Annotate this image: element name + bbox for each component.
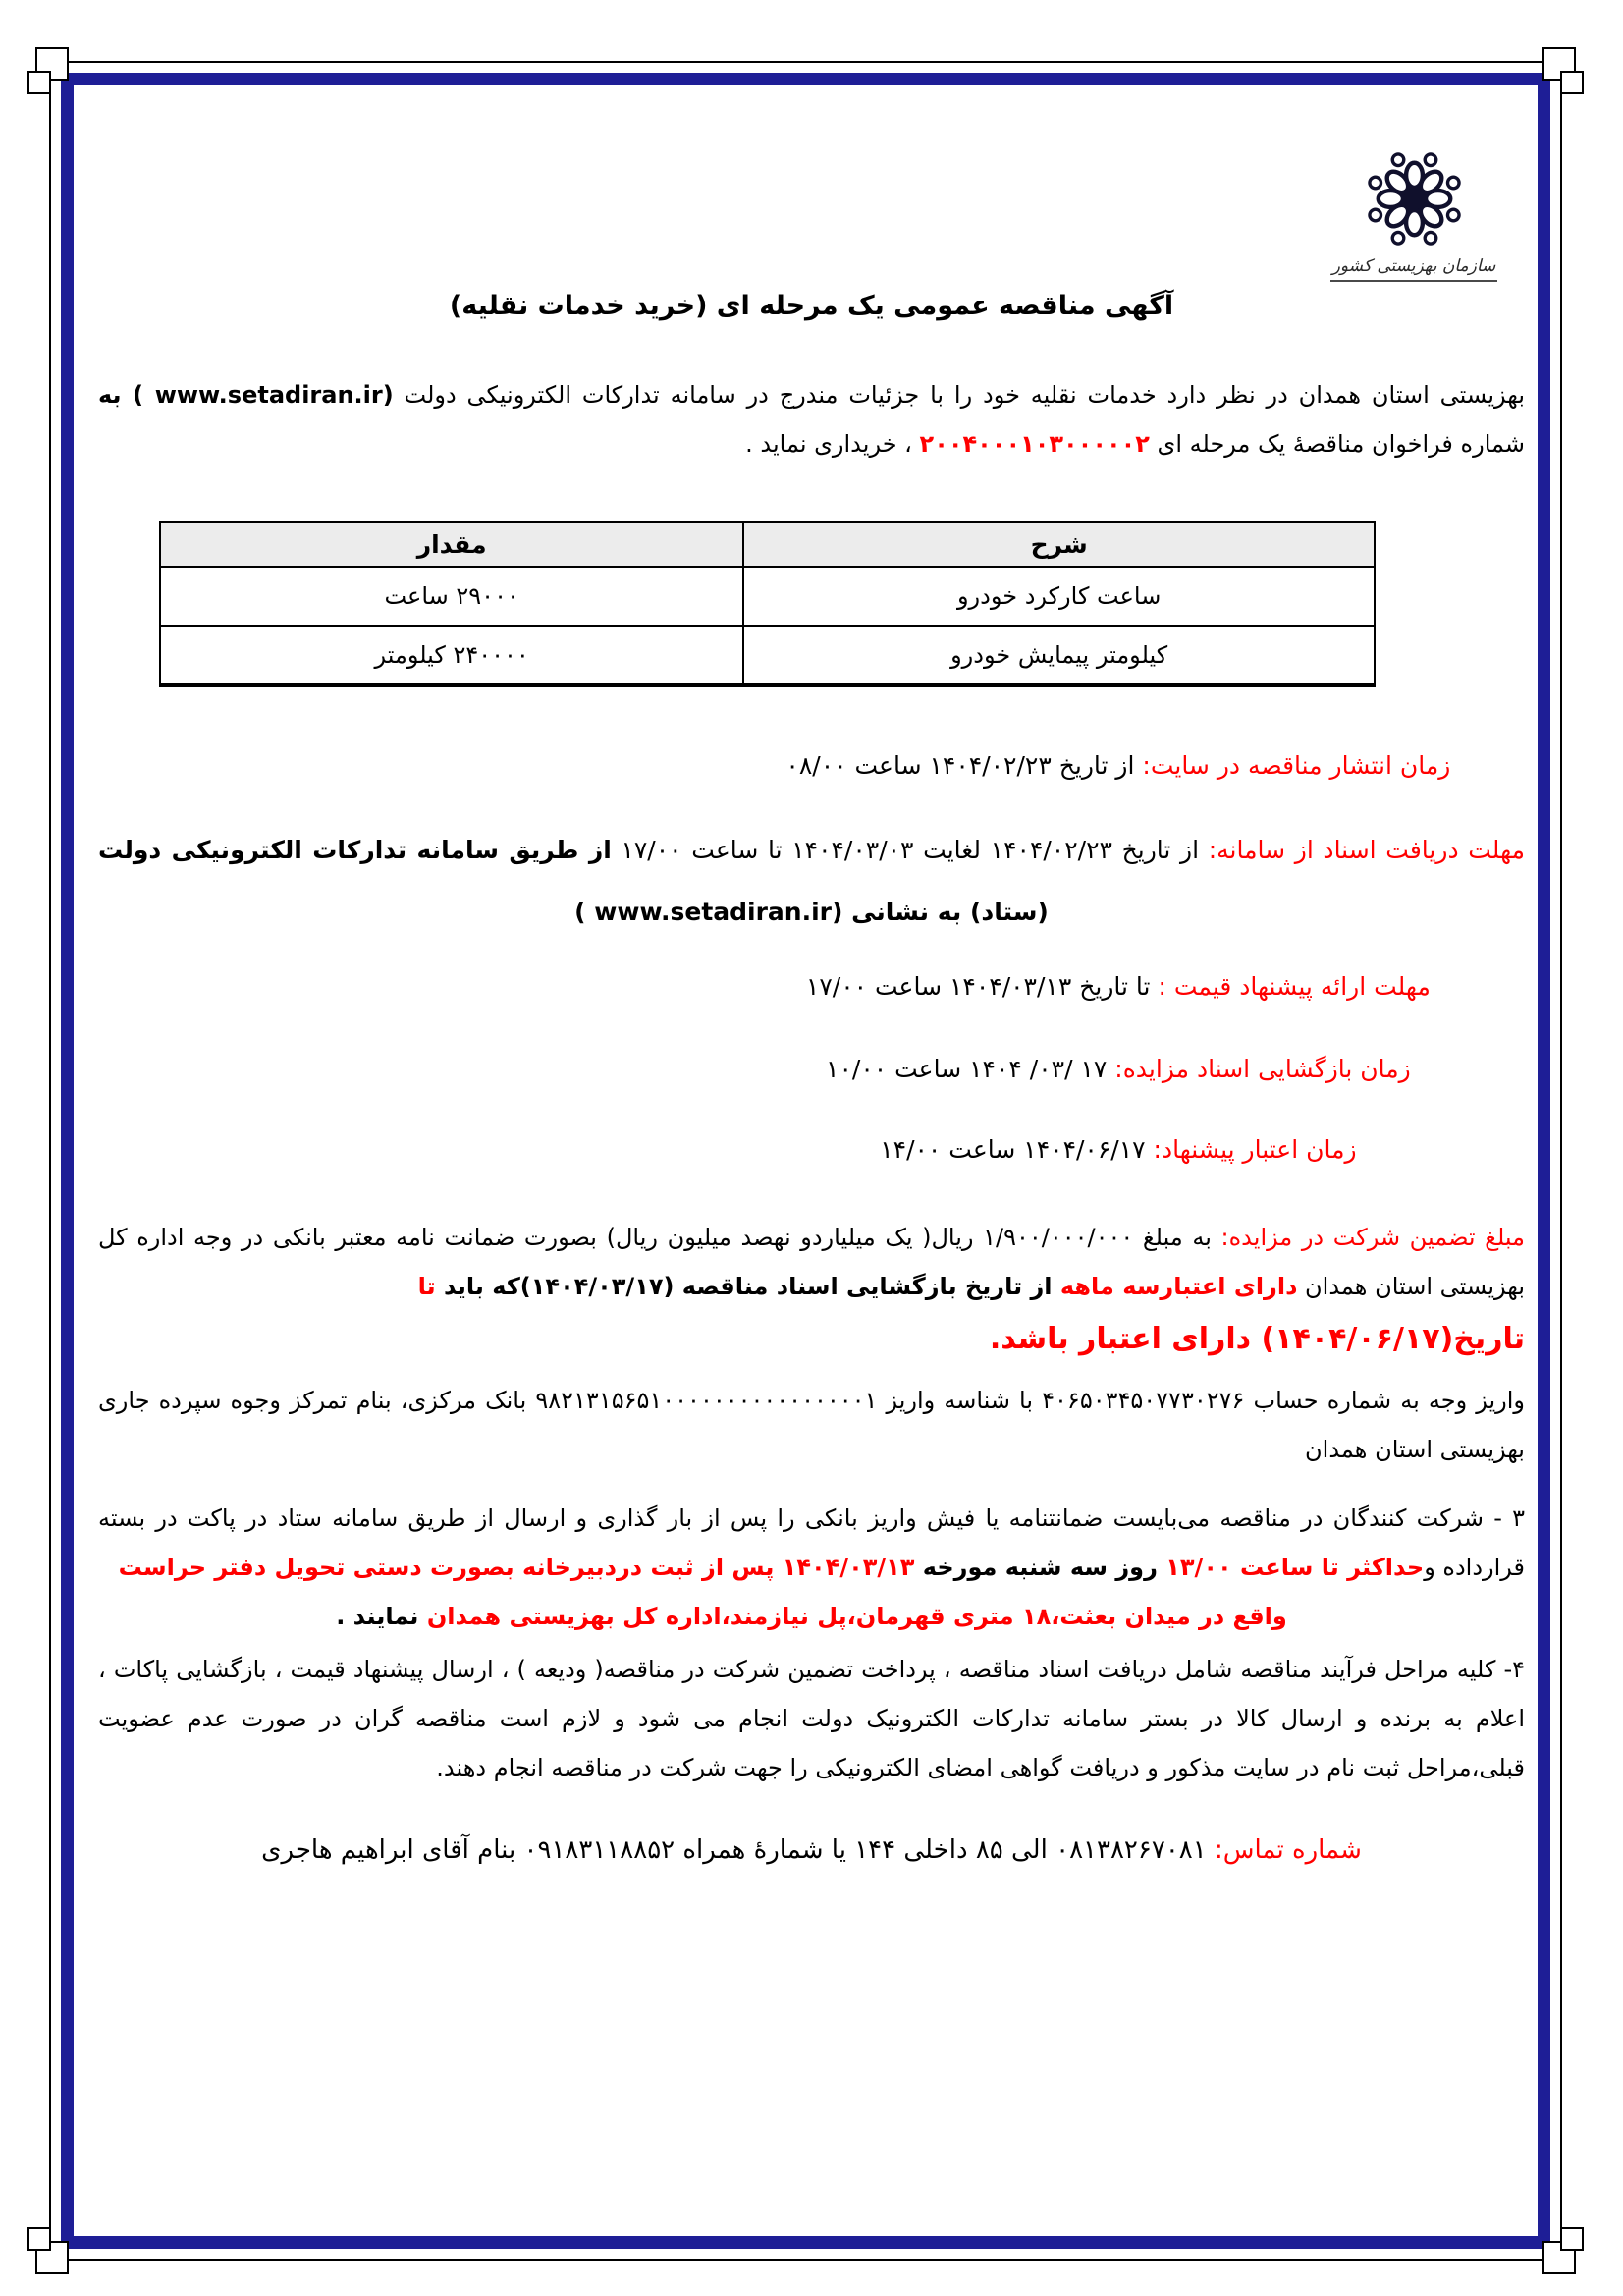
clause-3-delivery-red: ۱۴۰۴/۰۳/۱۳ پس از ثبت دردبیرخانه بصورت دستی تحویل دفتر حراست — [118, 1554, 915, 1581]
guarantee-text: به مبلغ ۱/۹۰۰/۰۰۰/۰۰۰ ریال( یک میلیاردو نهصد میلیون ریال) بصورت ضمانت نامه معتبر بانکی در وجه اداره کل بهزیستی استان همدان — [98, 1224, 1525, 1300]
cell-desc: ساعت کارکرد خودرو — [743, 567, 1375, 626]
clause-3-text: ۳ - شرکت کنندگان در مناقصه می‌بایست ضمانتنامه یا فیش واریز بانکی را پس از بار گذاری و ارسال از طریق سامانه ستاد در پاکت در بسته قرارداده و — [98, 1504, 1525, 1581]
receive-value: از تاریخ ۱۴۰۴/۰۲/۲۳ لغایت ۱۴۰۴/۰۳/۰۳ تا ساعت ۱۷/۰۰ — [611, 836, 1209, 864]
validity-date-label: زمان اعتبار پیشنهاد: — [1153, 1135, 1357, 1164]
offer-deadline-line — [98, 967, 1525, 1007]
guarantee-paragraph — [98, 1213, 1525, 1311]
publish-date-label: زمان انتشار مناقصه در سایت: — [1142, 751, 1451, 780]
setadiran-url: (www.setadiran.ir ) به — [98, 381, 394, 409]
cell-desc: کیلومتر پیمایش خودرو — [743, 626, 1375, 685]
herasat-office-address: واقع در میدان بعثت،۱۸ متری قهرمان،پل نیازمند،اداره کل بهزیستی همدان — [426, 1603, 1287, 1630]
cell-qty: ۲۴۰۰۰۰ کیلومتر — [160, 626, 743, 685]
intro-text-2: شماره فراخوان مناقصهٔ یک مرحله ای — [1149, 430, 1525, 458]
deposit-paragraph — [98, 1376, 1525, 1474]
deposit-text-1: واریز وجه به شماره حساب — [1244, 1387, 1526, 1414]
publish-date-line — [98, 746, 1525, 786]
clause-3-deadline-red: حداکثر تا ساعت ۱۳/۰۰ — [1165, 1554, 1425, 1581]
setad-address-line: (ستاد) به نشانی (www.setadiran.ir ) — [574, 898, 1049, 926]
corner-ornament-square — [1560, 2227, 1584, 2251]
clause-3-tail: نمایند . — [336, 1603, 427, 1630]
cell-qty: ۲۹۰۰۰ ساعت — [160, 567, 743, 626]
clause-3-paragraph — [98, 1494, 1525, 1592]
page-title: آگهی مناقصه عمومی یک مرحله ای (خرید خدمات نقلیه) — [449, 291, 1174, 321]
opening-date-label: زمان بازگشایی اسناد مزایده: — [1114, 1055, 1411, 1083]
document-receive-line — [98, 829, 1525, 872]
table-row — [160, 626, 1375, 685]
col-header-desc: شرح — [743, 522, 1375, 567]
document-content — [98, 0, 1525, 1865]
opening-date-value: ۱۷ /۰۳/ ۱۴۰۴ ساعت ۱۰/۰۰ — [826, 1055, 1115, 1083]
intro-paragraph — [98, 370, 1525, 468]
validity-date-value: ۱۴۰۴/۰۶/۱۷ ساعت ۱۴/۰۰ — [880, 1135, 1154, 1164]
bank-account-number: ۴۰۶۵۰۳۴۵۰۷۷۳۰۲۷۶ — [1042, 1387, 1245, 1414]
intro-text-1: بهزیستی استان همدان در نظر دارد خدمات نقلیه خود را با جزئیات مندرج در سامانه تدارکات الکترونیکی دولت — [393, 381, 1526, 409]
receive-label: مهلت دریافت اسناد از سامانه: — [1208, 836, 1525, 864]
guarantee-validity-line — [98, 1317, 1525, 1366]
deposit-text-3: بانک مرکزی، بنام تمرکز وجوه سپرده جاری بهزیستی استان همدان — [98, 1387, 1525, 1463]
validity-date-line — [98, 1130, 1525, 1170]
opening-date-line — [98, 1050, 1525, 1089]
clause-3-day-bold: روز سه شنبه مورخه — [914, 1554, 1166, 1581]
guarantee-ta-red: تا — [417, 1273, 436, 1300]
corner-ornament-square — [27, 71, 51, 94]
offer-deadline-value: تا تاریخ ۱۴۰۴/۰۳/۱۳ ساعت ۱۷/۰۰ — [805, 972, 1159, 1001]
contact-numbers: ۰۸۱۳۸۲۶۷۰۸۱ الی ۸۵ داخلی ۱۴۴ یا شمارۀ همراه ۰۹۱۸۳۱۱۸۸۵۲ بنام آقای ابراهیم هاجری — [261, 1835, 1215, 1865]
offer-deadline-label: مهلت ارائه پیشنهاد قیمت : — [1158, 972, 1431, 1001]
spec-table — [159, 521, 1376, 687]
guarantee-label: مبلغ تضمین شرکت در مزایده: — [1220, 1224, 1525, 1251]
receive-bold-text: از طریق سامانه تدارکات الکترونیکی دولت — [98, 836, 612, 864]
clause-3-address-line — [98, 1592, 1525, 1641]
publish-date-value: از تاریخ ۱۴۰۴/۰۲/۲۳ ساعت ۰۸/۰۰ — [785, 751, 1143, 780]
col-header-qty: مقدار — [160, 522, 743, 567]
clause-4-paragraph: ۴- کلیه مراحل فرآیند مناقصه شامل دریافت اسناد مناقصه ، پرداخت تضمین شرکت در مناقصه( ودیعه ) ، ارسال پیشنهاد قیمت ، بازگشایی پاکات ، اعلام به برنده و ارسال کالا در بستر سامانه تدارکات الکترونیک دولت انجام می شود و لازم است مناقصه گران در صورت عدم عضویت قبلی،مراحل ثبت نام در سایت مذکور و دریافت گواهی امضای الکترونیکی را جهت شرکت در مناقصه انجام دهند. — [98, 1656, 1525, 1781]
intro-text-3: ، خریداری نماید . — [745, 430, 920, 458]
contact-label: شماره تماس: — [1215, 1835, 1362, 1865]
guarantee-bold-text: از تاریخ بازگشایی اسناد مناقصه (۱۴۰۴/۰۳/۱۷)که باید — [435, 1273, 1060, 1300]
guarantee-validity-date: تاریخ(۱۴۰۴/۰۶/۱۷) دارای اعتبار باشد. — [989, 1322, 1525, 1356]
deposit-id-number: ۹۸۲۱۳۱۵۶۵۱۰۰۰۰۰۰۰۰۰۰۰۰۰۰۰۰۱ — [535, 1387, 878, 1414]
deposit-text-2: با شناسه واریز — [877, 1387, 1043, 1414]
table-row — [160, 567, 1375, 626]
corner-ornament-square — [1560, 71, 1584, 94]
guarantee-validity-red: دارای اعتبارسه ماهه — [1059, 1273, 1298, 1300]
contact-line — [98, 1835, 1525, 1865]
tender-call-number: ۲۰۰۴۰۰۰۱۰۳۰۰۰۰۰۲ — [919, 430, 1150, 458]
corner-ornament-square — [27, 2227, 51, 2251]
org-logo-wordmark: سازمان بهزیستی کشور — [1331, 256, 1496, 276]
spec-table-header-row — [160, 522, 1375, 567]
